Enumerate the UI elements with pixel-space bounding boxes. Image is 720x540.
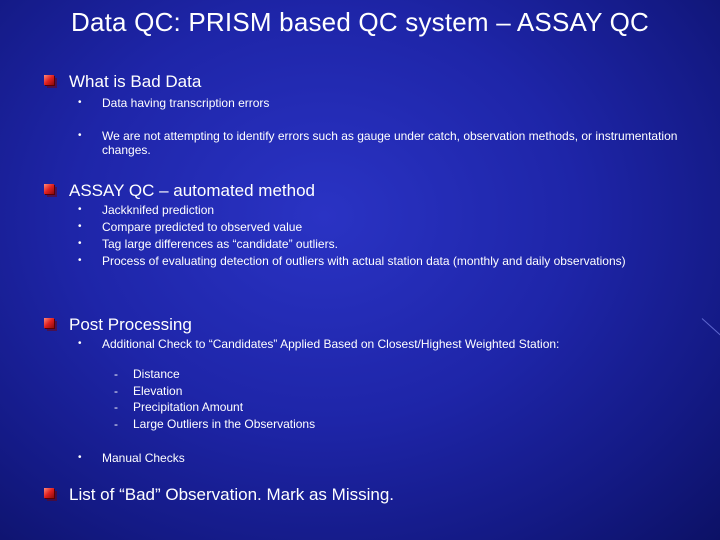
bullet-icon: • <box>78 97 82 108</box>
dash-icon: - <box>114 367 118 381</box>
bullet-icon: • <box>78 130 82 141</box>
red-square-bullet-icon <box>44 488 54 498</box>
section-heading-post-processing: Post Processing <box>69 315 192 334</box>
list-item: Additional Check to “Candidates” Applied Based on Closest/Highest Weighted Station: <box>102 337 560 351</box>
slide-title: Data QC: PRISM based QC system – ASSAY QC <box>71 7 649 37</box>
bullet-icon: • <box>78 255 82 266</box>
list-item: Compare predicted to observed value <box>102 220 303 234</box>
list-item: Data having transcription errors <box>102 96 270 110</box>
dash-icon: - <box>114 400 118 414</box>
bullet-icon: • <box>78 204 82 215</box>
section-heading-bad-observation: List of “Bad” Observation. Mark as Missing. <box>69 485 395 504</box>
dash-icon: - <box>114 417 118 431</box>
dash-icon: - <box>114 384 118 398</box>
section-heading-bad-data: What is Bad Data <box>69 72 202 91</box>
red-square-bullet-icon <box>44 184 54 194</box>
list-item: Manual Checks <box>102 451 185 465</box>
sub-list-item: Large Outliers in the Observations <box>133 417 316 431</box>
red-square-bullet-icon <box>44 75 54 85</box>
bullet-icon: • <box>78 238 82 249</box>
list-item: Jackknifed prediction <box>102 203 215 217</box>
list-item: Process of evaluating detection of outliers with actual station data (monthly and daily observations) <box>102 254 626 268</box>
bullet-icon: • <box>78 221 82 232</box>
list-item: We are not attempting to identify errors such as gauge under catch, observation methods, or instrumentation changes. <box>102 129 678 157</box>
red-square-bullet-icon <box>44 318 54 328</box>
sub-list-item: Distance <box>133 367 180 381</box>
sub-list-item: Elevation <box>133 384 183 398</box>
sub-list-item: Precipitation Amount <box>133 400 244 414</box>
decorative-streak <box>702 318 720 346</box>
bullet-icon: • <box>78 338 82 349</box>
list-item: Tag large differences as “candidate” outliers. <box>102 237 338 251</box>
section-heading-assay-qc: ASSAY QC – automated method <box>69 181 316 200</box>
bullet-icon: • <box>78 452 82 463</box>
